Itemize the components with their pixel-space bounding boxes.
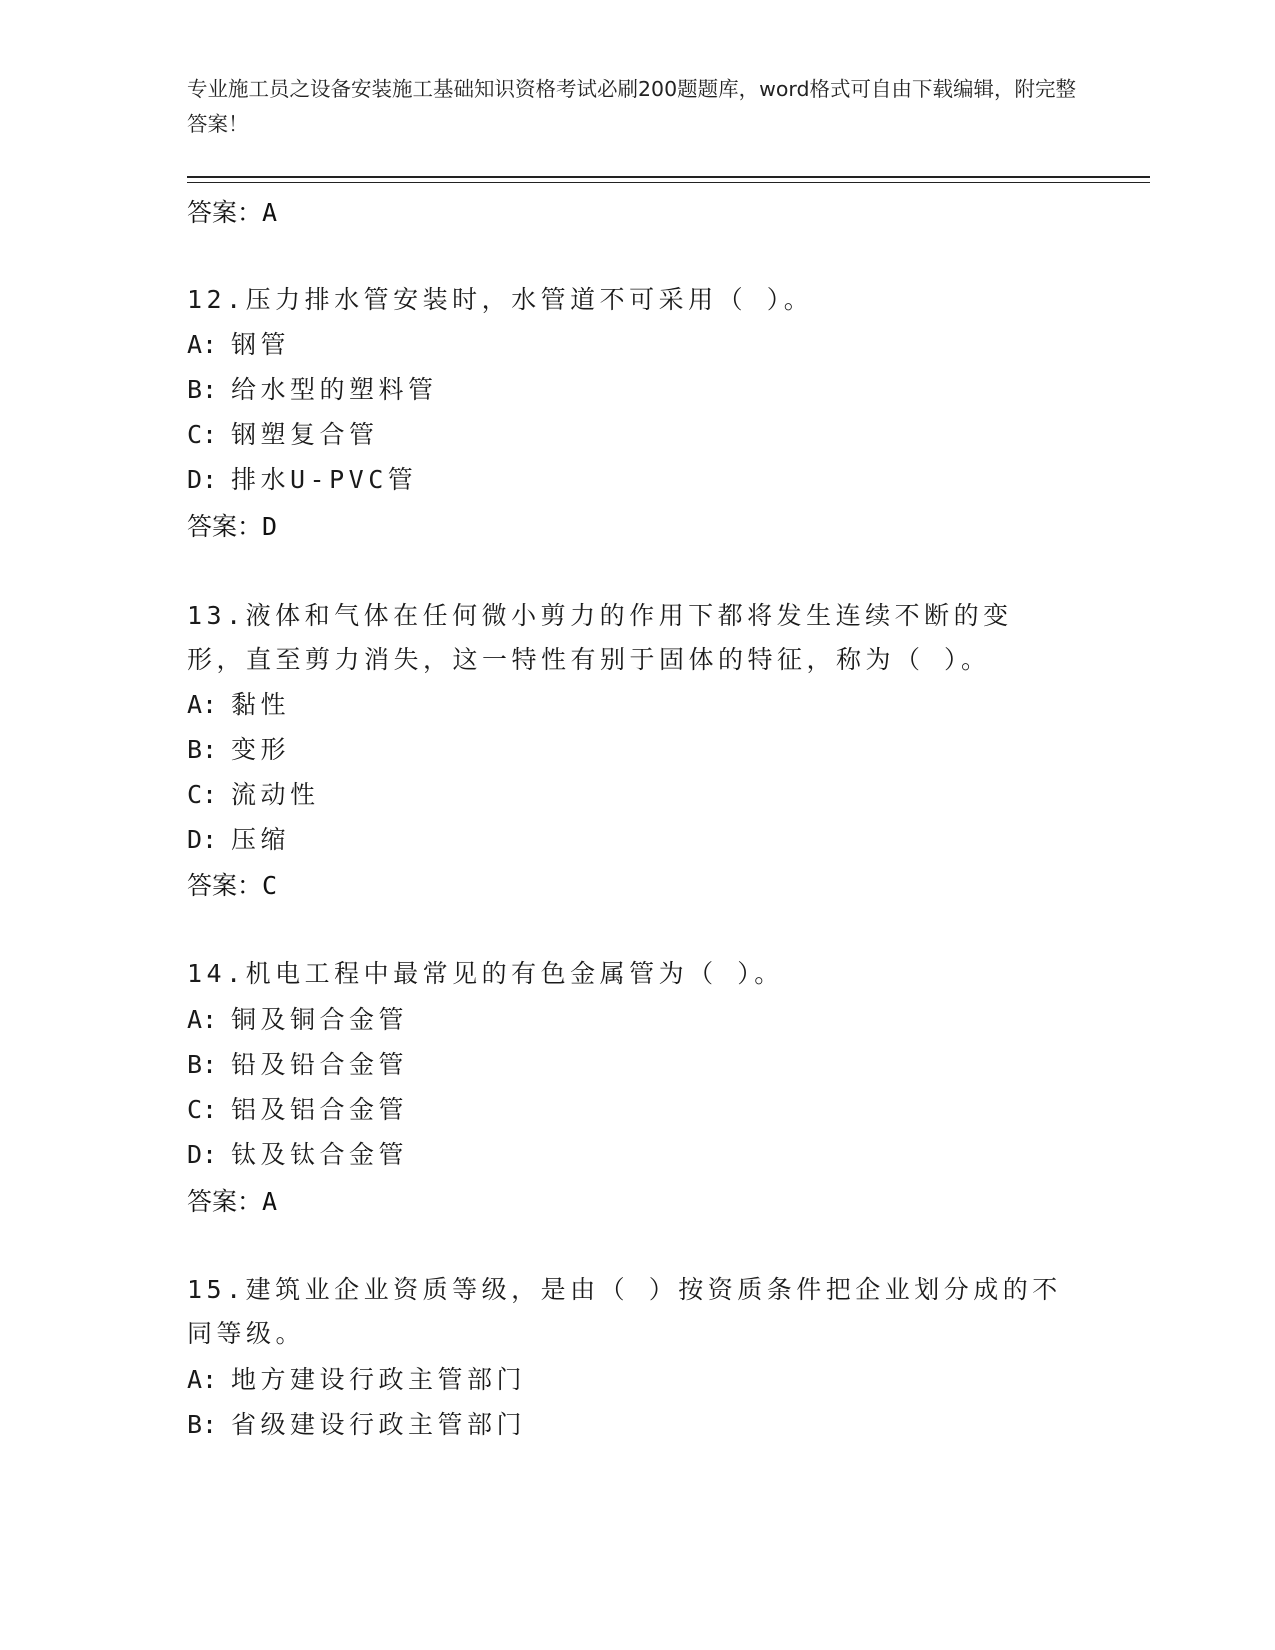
option-row — [187, 370, 438, 406]
option-row — [187, 325, 290, 361]
option-row — [187, 775, 320, 811]
option-key: A: — [187, 330, 218, 359]
option-text: 给水型的塑料管 — [231, 375, 438, 404]
answer-line — [187, 866, 277, 902]
answer-line — [187, 507, 277, 543]
option-text: 黏性 — [231, 690, 291, 719]
answer-label: 答案： — [187, 198, 263, 227]
option-key: D: — [187, 1140, 218, 1169]
option-key: D: — [187, 825, 218, 854]
answer-label: 答案： — [187, 1187, 263, 1216]
answer-value: D — [262, 512, 278, 541]
option-text: 排水U-PVC管 — [231, 465, 418, 494]
option-text: 压缩 — [231, 825, 291, 854]
question-stem: 12.压力排水管安装时，水管道不可采用（ ）。 — [187, 285, 814, 314]
question-stem: 14.机电工程中最常见的有色金属管为（ ）。 — [187, 959, 784, 988]
option-row — [187, 1090, 408, 1126]
option-key: C: — [187, 420, 218, 449]
option-key: B: — [187, 1050, 218, 1079]
answer-label: 答案： — [187, 512, 263, 541]
option-text: 钢管 — [231, 330, 291, 359]
option-key: C: — [187, 1095, 218, 1124]
header-rule-bottom — [187, 182, 1150, 183]
option-row — [187, 730, 290, 766]
answer-line — [187, 193, 277, 229]
option-row — [187, 1405, 526, 1441]
option-row — [187, 1135, 408, 1171]
option-key: B: — [187, 1410, 218, 1439]
option-key: B: — [187, 735, 218, 764]
option-text: 流动性 — [231, 780, 320, 809]
option-row — [187, 1045, 408, 1081]
answer-label: 答案： — [187, 871, 263, 900]
answer-value: A — [262, 1187, 278, 1216]
option-row — [187, 685, 290, 721]
option-key: A: — [187, 1005, 218, 1034]
option-row — [187, 415, 379, 451]
option-key: B: — [187, 375, 218, 404]
option-text: 铝及铝合金管 — [231, 1095, 409, 1124]
question-stem: 13.液体和气体在任何微小剪力的作用下都将发生连续不断的变形，直至剪力消失，这一特性有别于固体的特征，称为（ ）。 — [187, 601, 1013, 674]
option-row — [187, 1360, 526, 1396]
header-rule-top — [187, 176, 1150, 178]
answer-value: C — [262, 871, 278, 900]
option-text: 地方建设行政主管部门 — [231, 1365, 527, 1394]
answer-line — [187, 1182, 277, 1218]
option-key: A: — [187, 1365, 218, 1394]
option-text: 省级建设行政主管部门 — [231, 1410, 527, 1439]
option-row — [187, 460, 417, 496]
option-text: 钛及钛合金管 — [231, 1140, 409, 1169]
option-text: 变形 — [231, 735, 291, 764]
document-header: 专业施工员之设备安装施工基础知识资格考试必刷200题题库，word格式可自由下载编辑，附完整答案！ — [187, 77, 1077, 136]
option-key: D: — [187, 465, 218, 494]
answer-value: A — [262, 198, 278, 227]
option-key: C: — [187, 780, 218, 809]
option-text: 铅及铅合金管 — [231, 1050, 409, 1079]
option-text: 钢塑复合管 — [231, 420, 379, 449]
question-stem: 15.建筑业企业资质等级，是由（ ）按资质条件把企业划分成的不同等级。 — [187, 1275, 1062, 1348]
option-row — [187, 820, 290, 856]
option-row — [187, 1000, 408, 1036]
option-text: 铜及铜合金管 — [231, 1005, 409, 1034]
option-key: A: — [187, 690, 218, 719]
